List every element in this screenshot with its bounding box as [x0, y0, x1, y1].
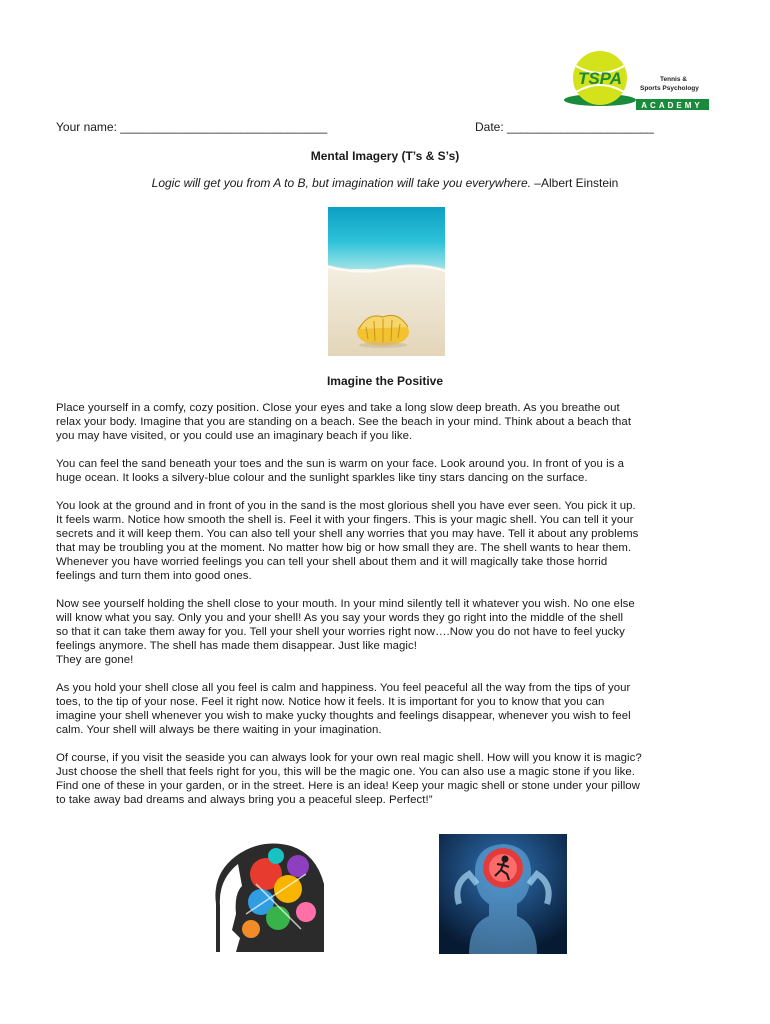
your-name-field[interactable]: Your name: _______________________________ — [56, 120, 328, 134]
shell-icon — [357, 315, 409, 348]
beach-shell-image — [328, 207, 445, 356]
date-field[interactable]: Date: ______________________ — [475, 120, 654, 134]
paragraph-1: Place yourself in a comfy, cozy position. Close your eyes and take a long slow deep breath. As you breathe out relax your body. Imagine that you are standing on a beach. See the beach in your mind. Think about a beach that you may have visited, or you could use an imaginary beach if you like. — [56, 402, 632, 442]
page-title: Mental Imagery (T’s & S’s) — [310, 149, 460, 163]
logo-line3: ACADEMY — [641, 101, 703, 110]
logo-line1: Tennis & — [660, 76, 687, 83]
paragraph-5: As you hold your shell close all you feel is calm and happiness. You feel peaceful all the way from the tips of your toes, to the tip of your nose. Feel it right now. Notice how it feels. It is important for you to know that you can imagine your shell whenever you wish to make yucky thoughts and feelings disappear, whenever you wish to feel calm. Your shell will always be there waiting in your imagination. — [56, 682, 631, 736]
colorful-head-illustration — [206, 834, 332, 954]
logo-line2: Sports Psychology — [640, 85, 699, 92]
paragraph-6: Of course, if you visit the seaside you can always look for your own real magic shell. How will you know it is magic? Just choose the shell that feels right for you, this will be the magic one. You can also use a magic stone if you like. Find one of these in your garden, or in the street. Here is an idea! Keep your magic shell or stone under your pillow to take away bad dreams and always bring you a peaceful sleep. Perfect!” — [56, 752, 642, 806]
logo-main-text: TSPA — [577, 69, 623, 88]
brain-xray-illustration — [439, 834, 567, 954]
body-text — [56, 401, 722, 821]
quote — [0, 176, 770, 190]
quote-text: Logic will get you from A to B, but imagination will take you everywhere. — [151, 176, 531, 190]
paragraph-3: You look at the ground and in front of you in the sand is the most glorious shell you have ever seen. You pick it up. It feels warm. Notice how smooth the shell is. Feel it with your fingers. This is your magic shell. You can tell it your secrets and it will keep them. You can also tell your shell any worries that you may have. Tell it about any problems that may be troubling you at the moment. No matter how big or how small they are. The shell wants to hear them. Whenever you have worried feelings you can tell your shell about them and it will magically take those horrid feelings and turn them into good ones. — [56, 500, 639, 582]
quote-author: –Albert Einstein — [534, 176, 619, 190]
paragraph-4: Now see yourself holding the shell close to your mouth. In your mind silently tell it whatever you wish. No one else will know what you say. Only you and your shell! As you say your words they go right into the middle of the shell so that it can take them away for you. Tell your shell your worries right now….Now you do not have to feel yucky feelings anymore. The shell has made them disappear. Just like magic! They are gone! — [56, 598, 635, 666]
paragraph-2: You can feel the sand beneath your toes and the sun is warm on your face. Look around you. In front of you is a huge ocean. It looks a silvery-blue colour and the sunlight sparkles like tiny stars dancing on the surface. — [56, 458, 625, 484]
tspa-logo — [560, 48, 710, 116]
section-subtitle: Imagine the Positive — [326, 374, 444, 388]
